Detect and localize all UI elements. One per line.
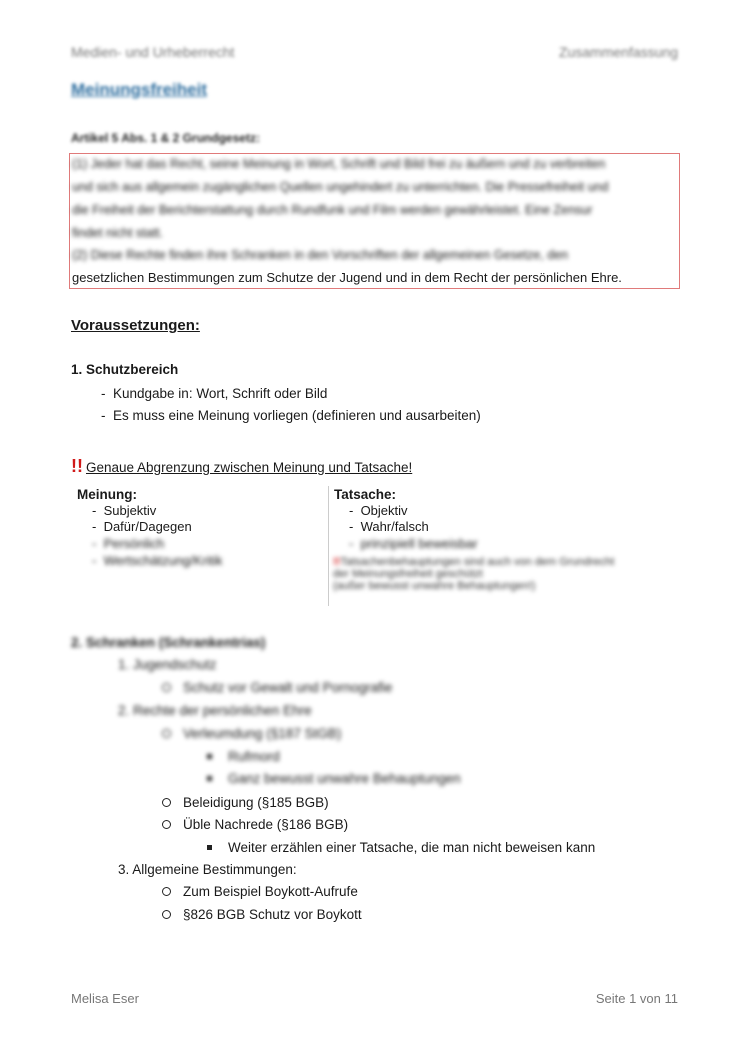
list-item: - Wertschätzung/Kritik: [92, 553, 223, 568]
page-title: Meinungsfreiheit: [71, 80, 208, 99]
point-text: Beleidigung (§185 BGB): [183, 795, 329, 810]
list-item: [207, 771, 461, 786]
quote-line: gesetzlichen Bestimmungen zum Schutze der Jugend und in dem Recht der persönlichen Ehre.: [72, 270, 622, 285]
tatsache-note: [333, 556, 673, 592]
quote-line: (2) Diese Rechte finden ihre Schranken in den Vorschriften der allgemeinen Gesetze, den: [72, 248, 569, 262]
quote-line: findet nicht statt.: [72, 226, 164, 240]
point-text: Wahr/falsch: [360, 519, 429, 534]
warning-icon: !!: [333, 556, 341, 568]
list-item-schranken: 2. Schranken (Schrankentrias): [71, 635, 266, 650]
list-item: - Persönlich: [92, 536, 165, 551]
point-text: Kundgabe in: Wort, Schrift oder Bild: [113, 386, 328, 401]
list-item: - Wahr/falsch: [349, 519, 429, 534]
note-line: Tatsachenbehauptungen sind auch von dem Grundrecht: [340, 556, 615, 568]
list-item: - Kundgabe in: Wort, Schrift oder Bild: [101, 386, 328, 401]
list-item: [207, 749, 280, 764]
list-item: - Es muss eine Meinung vorliegen (definieren und ausarbeiten): [101, 408, 481, 423]
square-bullet-icon: [207, 776, 212, 781]
circle-bullet-icon: [162, 910, 171, 919]
section-title: Voraussetzungen:: [71, 317, 200, 334]
warning-line: [71, 456, 412, 477]
list-item: - Dafür/Dagegen: [92, 519, 192, 534]
tatsache-title: Tatsache:: [334, 487, 397, 502]
point-text: Schutz vor Gewalt und Pornografie: [183, 680, 393, 695]
point-text: Subjektiv: [103, 503, 157, 518]
note-line: (außer bewusst unwahre Behauptungen!): [333, 580, 536, 592]
point-text: Verleumdung (§187 StGB): [183, 726, 342, 741]
point-text: Üble Nachrede (§186 BGB): [183, 817, 349, 832]
circle-bullet-icon: [162, 820, 171, 829]
circle-bullet-icon: [162, 887, 171, 896]
point-text: §826 BGB Schutz vor Boykott: [183, 907, 362, 922]
warning-icon: !!: [71, 456, 83, 476]
list-item: - Subjektiv: [92, 503, 157, 518]
footer-author: Melisa Eser: [71, 991, 139, 1006]
list-item: [162, 680, 392, 695]
list-item: [162, 884, 358, 899]
point-text: Rufmord: [228, 749, 280, 764]
warning-text: Genaue Abgrenzung zwischen Meinung und Tatsache!: [86, 460, 413, 475]
point-text: Objektiv: [360, 503, 408, 518]
list-item: - Objektiv: [349, 503, 408, 518]
header-left: Medien- und Urheberrecht: [71, 44, 235, 60]
point-text: prinzipiell beweisbar: [360, 536, 478, 551]
quote-box: [69, 153, 680, 289]
point-text: Persönlich: [103, 536, 165, 551]
list-item-schutzbereich: 1. Schutzbereich: [71, 362, 179, 377]
list-item: [162, 907, 362, 922]
note-line: der Meinungsfreiheit geschützt: [333, 568, 483, 580]
quote-line: und sich aus allgemein zugänglichen Quellen ungehindert zu unterrichten. Die Pressefreiheit und: [72, 180, 609, 194]
header-right: Zusammenfassung: [558, 44, 678, 60]
circle-bullet-icon: [162, 683, 171, 692]
quote-line: die Freiheit der Berichterstattung durch Rundfunk und Film werden gewährleistet. Eine Zensur: [72, 203, 593, 217]
list-item: [162, 795, 329, 810]
column-divider: [328, 486, 329, 606]
circle-bullet-icon: [162, 798, 171, 807]
article-heading: Artikel 5 Abs. 1 & 2 Grundgesetz:: [71, 131, 260, 145]
footer-page-number: Seite 1 von 11: [595, 991, 678, 1006]
sub-item-ehre: 2. Rechte der persönlichen Ehre: [118, 703, 312, 718]
point-text: Dafür/Dagegen: [103, 519, 192, 534]
quote-line: (1) Jeder hat das Recht, seine Meinung in Wort, Schrift und Bild frei zu äußern und zu verbreiten: [72, 157, 606, 171]
point-text: Ganz bewusst unwahre Behauptungen: [228, 771, 461, 786]
point-text: Wertschätzung/Kritik: [103, 553, 223, 568]
square-bullet-icon: [207, 754, 212, 759]
square-bullet-icon: [207, 845, 212, 850]
sub-item-allgemeine: 3. Allgemeine Bestimmungen:: [118, 862, 297, 877]
point-text: Es muss eine Meinung vorliegen (definieren und ausarbeiten): [113, 408, 481, 423]
point-text: Weiter erzählen einer Tatsache, die man nicht beweisen kann: [228, 840, 596, 855]
list-item: [162, 726, 341, 741]
circle-bullet-icon: [162, 729, 171, 738]
meinung-title: Meinung:: [77, 487, 137, 502]
list-item: - prinzipiell beweisbar: [349, 536, 478, 551]
sub-item-jugendschutz: 1. Jugendschutz: [118, 657, 217, 672]
list-item: [207, 840, 595, 855]
list-item: [162, 817, 348, 832]
point-text: Zum Beispiel Boykott-Aufrufe: [183, 884, 358, 899]
